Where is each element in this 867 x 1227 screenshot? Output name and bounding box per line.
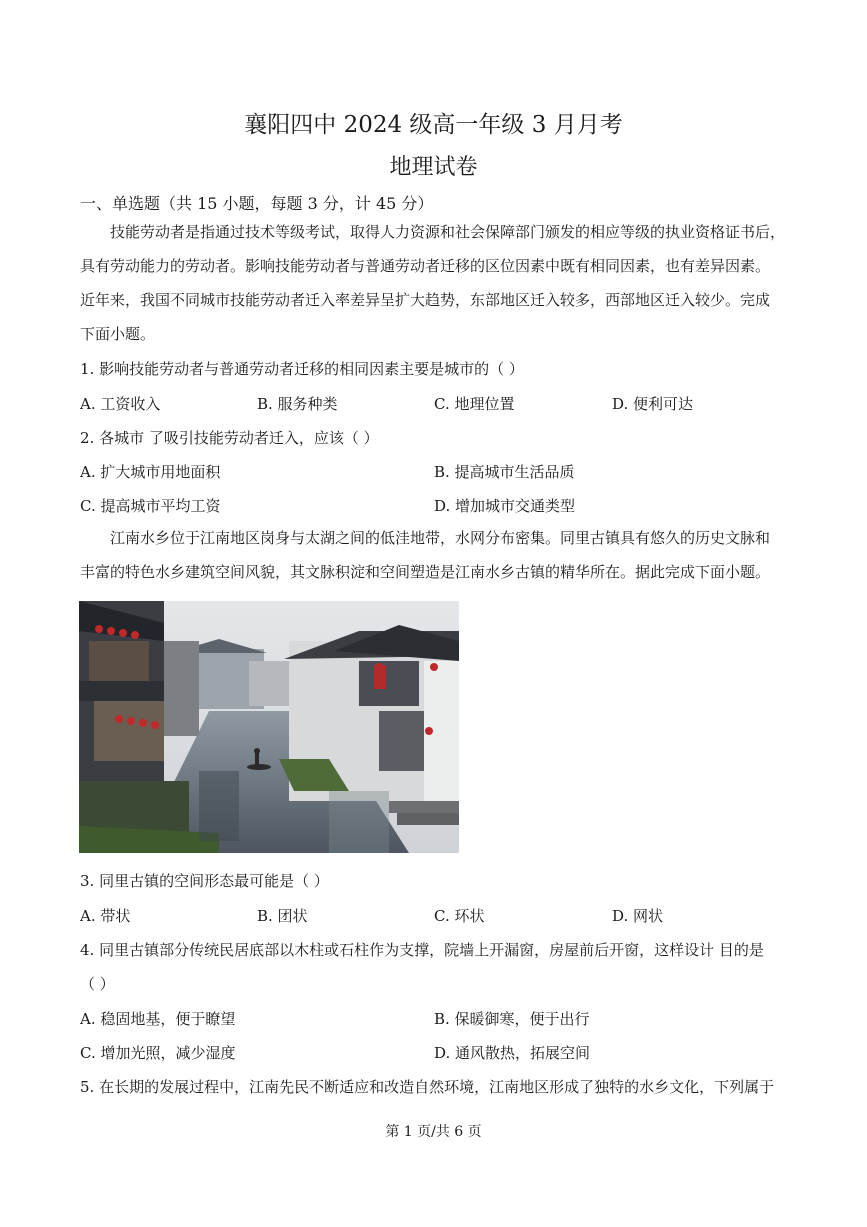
- question-4-stem-continued: （ ）: [80, 975, 115, 993]
- question-3-option-d: D. 网状: [612, 907, 664, 925]
- question-4-option-c: C. 增加光照，减少湿度: [80, 1044, 236, 1062]
- question-3-option-c: C. 环状: [434, 907, 485, 925]
- exam-title: 襄阳四中 2024 级高一年级 3 月月考: [244, 112, 623, 138]
- question-1-option-c: C. 地理位置: [434, 395, 515, 413]
- question-2-option-d: D. 增加城市交通类型: [434, 497, 576, 515]
- question-4-option-a: A. 稳固地基，便于瞭望: [80, 1010, 236, 1028]
- exam-subtitle: 地理试卷: [389, 155, 478, 180]
- question-1-stem: 1. 影响技能劳动者与普通劳动者迁移的相同因素主要是城市的（ ）: [80, 360, 524, 378]
- passage-1-line: 具有劳动能力的劳动者。影响技能劳动者与普通劳动者迁移的区位因素中既有相同因素，也有差异因素。: [80, 257, 771, 275]
- water-town-photo: [79, 601, 459, 853]
- passage-1-line: 技能劳动者是指通过技术等级考试，取得人力资源和社会保障部门颁发的相应等级的执业资格证书后，: [110, 223, 786, 241]
- question-5-stem: 5. 在长期的发展过程中，江南先民不断适应和改造自然环境，江南地区形成了独特的水乡文化，下列属于: [80, 1078, 775, 1096]
- question-3-option-b: B. 团状: [257, 907, 308, 925]
- section-heading: 一、单选题（共 15 小题，每题 3 分，计 45 分）: [80, 194, 434, 213]
- page-number: 第 1 页/共 6 页: [385, 1124, 482, 1140]
- question-3-option-a: A. 带状: [80, 907, 131, 925]
- question-1-option-d: D. 便利可达: [612, 395, 694, 413]
- passage-1: [80, 215, 792, 351]
- question-1-option-b: B. 服务种类: [257, 395, 338, 413]
- question-2-option-a: A. 扩大城市用地面积: [80, 463, 221, 481]
- question-4-stem: 4. 同里古镇部分传统民居底部以木柱或石柱作为支撑，院墙上开漏窗，房屋前后开窗，这样设计 目的是: [80, 941, 764, 959]
- question-3-stem: 3. 同里古镇的空间形态最可能是（ ）: [80, 872, 329, 890]
- question-2-stem: 2. 各城市 了吸引技能劳动者迁入，应该（ ）: [80, 429, 379, 447]
- question-2-option-b: B. 提高城市生活品质: [434, 463, 575, 481]
- question-2-option-c: C. 提高城市平均工资: [80, 497, 221, 515]
- question-4-option-b: B. 保暖御寒，便于出行: [434, 1010, 590, 1028]
- passage-2: [80, 521, 792, 589]
- passage-1-line: 近年来，我国不同城市技能劳动者迁入率差异呈扩大趋势，东部地区迁入较多，西部地区迁入较少。完成: [80, 291, 771, 309]
- passage-1-line: 下面小题。: [80, 325, 156, 343]
- passage-2-line: 丰富的特色水乡建筑空间风貌，其文脉积淀和空间塑造是江南水乡古镇的精华所在。据此完成下面小题。: [80, 563, 771, 581]
- question-4-option-d: D. 通风散热，拓展空间: [434, 1044, 591, 1062]
- passage-2-line: 江南水乡位于江南地区岗身与太湖之间的低洼地带，水网分布密集。同里古镇具有悠久的历史文脉和: [110, 529, 771, 547]
- question-1-option-a: A. 工资收入: [80, 395, 161, 413]
